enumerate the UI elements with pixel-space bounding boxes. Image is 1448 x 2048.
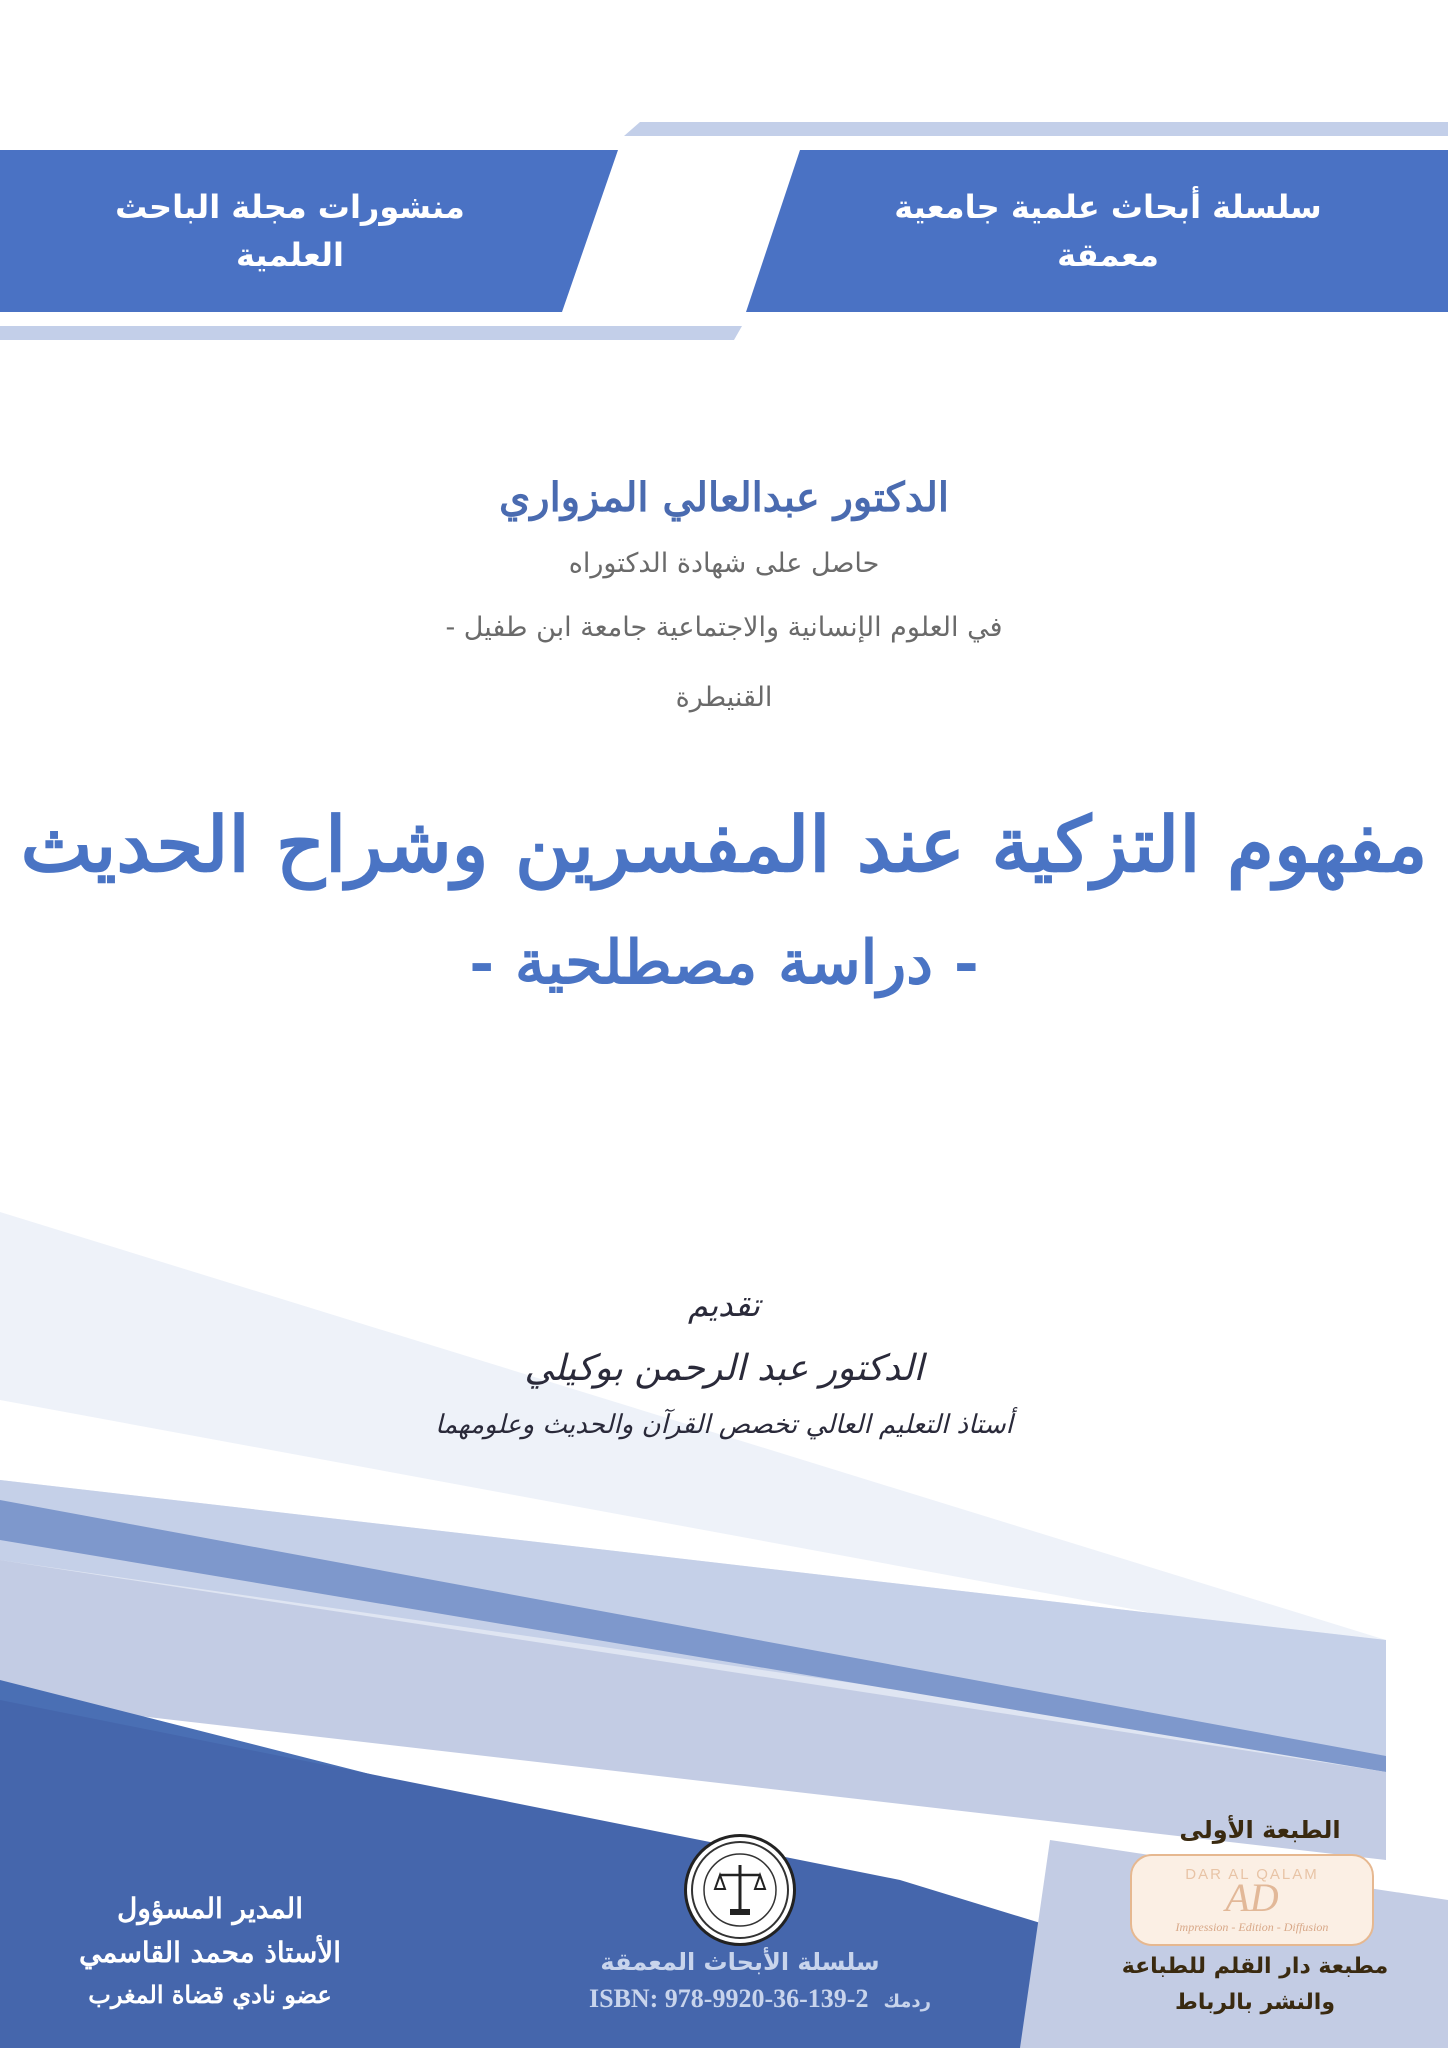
publisher-logo-text: DAR AL QALAM	[1185, 1866, 1319, 1883]
author-name: الدكتور عبدالعالي المزواري	[498, 474, 950, 521]
book-title: مفهوم التزكية عند المفسرين وشراح الحديث	[20, 800, 1428, 889]
issue-label: العدد	[618, 169, 742, 229]
publisher-logo	[1130, 1854, 1374, 1946]
printer-name: مطبعة دار القلم للطباعة	[1121, 1954, 1389, 1979]
foreword-label: تقديم	[687, 1286, 761, 1324]
series-title-line2: معمقة	[1057, 236, 1159, 274]
foreword-author-title: أستاذ التعليم العالي تخصص القرآن والحديث وعلومهما	[435, 1410, 1013, 1440]
author-degree: حاصل على شهادة الدكتوراه	[568, 548, 880, 579]
series-title-line1: سلسلة أبحاث علمية جامعية	[894, 188, 1322, 226]
publisher-logo-mark: AD	[1225, 1875, 1279, 1920]
manager-role: عضو نادي قضاة المغرب	[88, 1980, 332, 2009]
isbn-row	[480, 1984, 1040, 2014]
manager-label: المدير المسؤول	[117, 1892, 303, 1925]
issue-number: 122	[629, 235, 731, 302]
author-field: في العلوم الإنسانية والاجتماعية جامعة ابن طفيل -	[445, 612, 1003, 643]
manager-name: الأستاذ محمد القاسمي	[78, 1936, 342, 1969]
series-name: سلسلة الأبحاث المعمقة	[600, 1948, 880, 1976]
publications-line2: العلمية	[235, 236, 345, 274]
foreword-author: الدكتور عبد الرحمن بوكيلي	[524, 1348, 924, 1389]
book-subtitle: - دراسة مصطلحية -	[469, 928, 979, 998]
publications-line1: منشورات مجلة الباحث	[115, 188, 465, 226]
publisher-logo-subtitle: Impression - Edition - Diffusion	[1175, 1920, 1329, 1934]
printer-location: والنشر بالرباط	[1174, 1990, 1336, 2015]
isbn-label-arabic: ردمك	[883, 1991, 932, 2012]
seal-emblem-icon	[684, 1834, 796, 1946]
edition-label: الطبعة الأولى	[1179, 1816, 1341, 1844]
author-city: القنيطرة	[675, 682, 773, 713]
isbn: ISBN: 978-9920-36-139-2	[588, 1984, 869, 2013]
